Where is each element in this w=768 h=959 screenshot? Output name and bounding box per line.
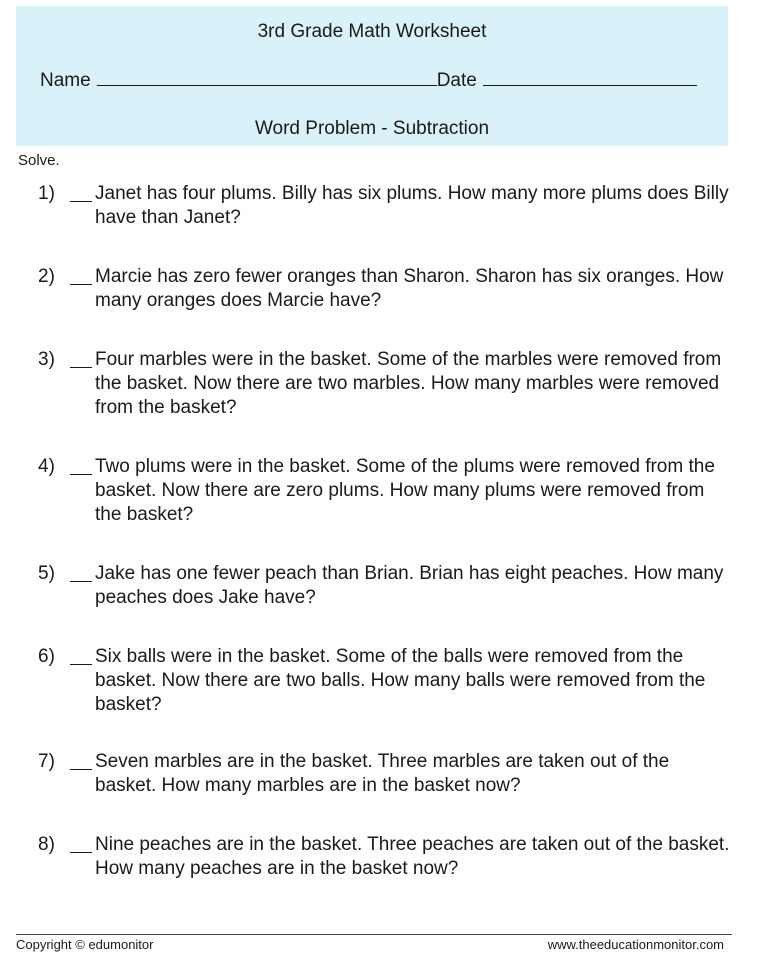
problem-text: Nine peaches are in the basket. Three peaches are taken out of the basket. How many peaches are in the basket now? [95, 834, 730, 879]
problem-text: Four marbles were in the basket. Some of the marbles were removed from the basket. Now there are two marbles. How many marbles were removed from the basket? [95, 349, 722, 418]
answer-blank[interactable] [70, 201, 92, 202]
copyright-notice: Copyright © edumonitor [16, 937, 154, 952]
answer-blank[interactable] [70, 769, 92, 770]
worksheet-subtitle: Word Problem - Subtraction [254, 118, 490, 139]
answer-blank[interactable] [70, 664, 92, 665]
date-label: Date [436, 70, 477, 91]
problem-number: 6) [38, 646, 55, 667]
worksheet-header [16, 6, 728, 146]
website-url: www.theeducationmonitor.com [547, 937, 724, 952]
problem-text: Seven marbles are in the basket. Three marbles are taken out of the basket. How many marbles are in the basket now? [95, 751, 670, 796]
problem-number: 1) [38, 183, 55, 204]
answer-blank[interactable] [70, 367, 92, 368]
problem-number: 7) [38, 751, 55, 772]
problem-number: 5) [38, 563, 55, 584]
answer-blank[interactable] [70, 581, 92, 582]
name-field[interactable] [97, 81, 437, 86]
answer-blank[interactable] [70, 852, 92, 853]
answer-blank[interactable] [70, 284, 92, 285]
worksheet-title: 3rd Grade Math Worksheet [257, 21, 487, 42]
problem-text: Two plums were in the basket. Some of the plums were removed from the basket. Now there are zero plums. How many plums were removed from the basket? [95, 456, 715, 525]
problem-text: Jake has one fewer peach than Brian. Brian has eight peaches. How many peaches does Jake have? [95, 563, 724, 608]
problem-text: Six balls were in the basket. Some of the balls were removed from the basket. Now there are two balls. How many balls were removed from the basket? [95, 646, 706, 715]
problem-number: 8) [38, 834, 55, 855]
problem-number: 2) [38, 266, 55, 287]
name-date-row [40, 70, 697, 92]
problem-text: Marcie has zero fewer oranges than Sharon. Sharon has six oranges. How many oranges does Marcie have? [95, 266, 724, 311]
problem-number: 3) [38, 349, 55, 370]
footer-divider [16, 934, 732, 935]
date-field[interactable] [483, 81, 697, 86]
instructions: Solve. [18, 152, 60, 169]
problem-number: 4) [38, 456, 55, 477]
problem-text: Janet has four plums. Billy has six plums. How many more plums does Billy have than Janet? [95, 183, 729, 228]
answer-blank[interactable] [70, 474, 92, 475]
name-label: Name [40, 70, 91, 91]
